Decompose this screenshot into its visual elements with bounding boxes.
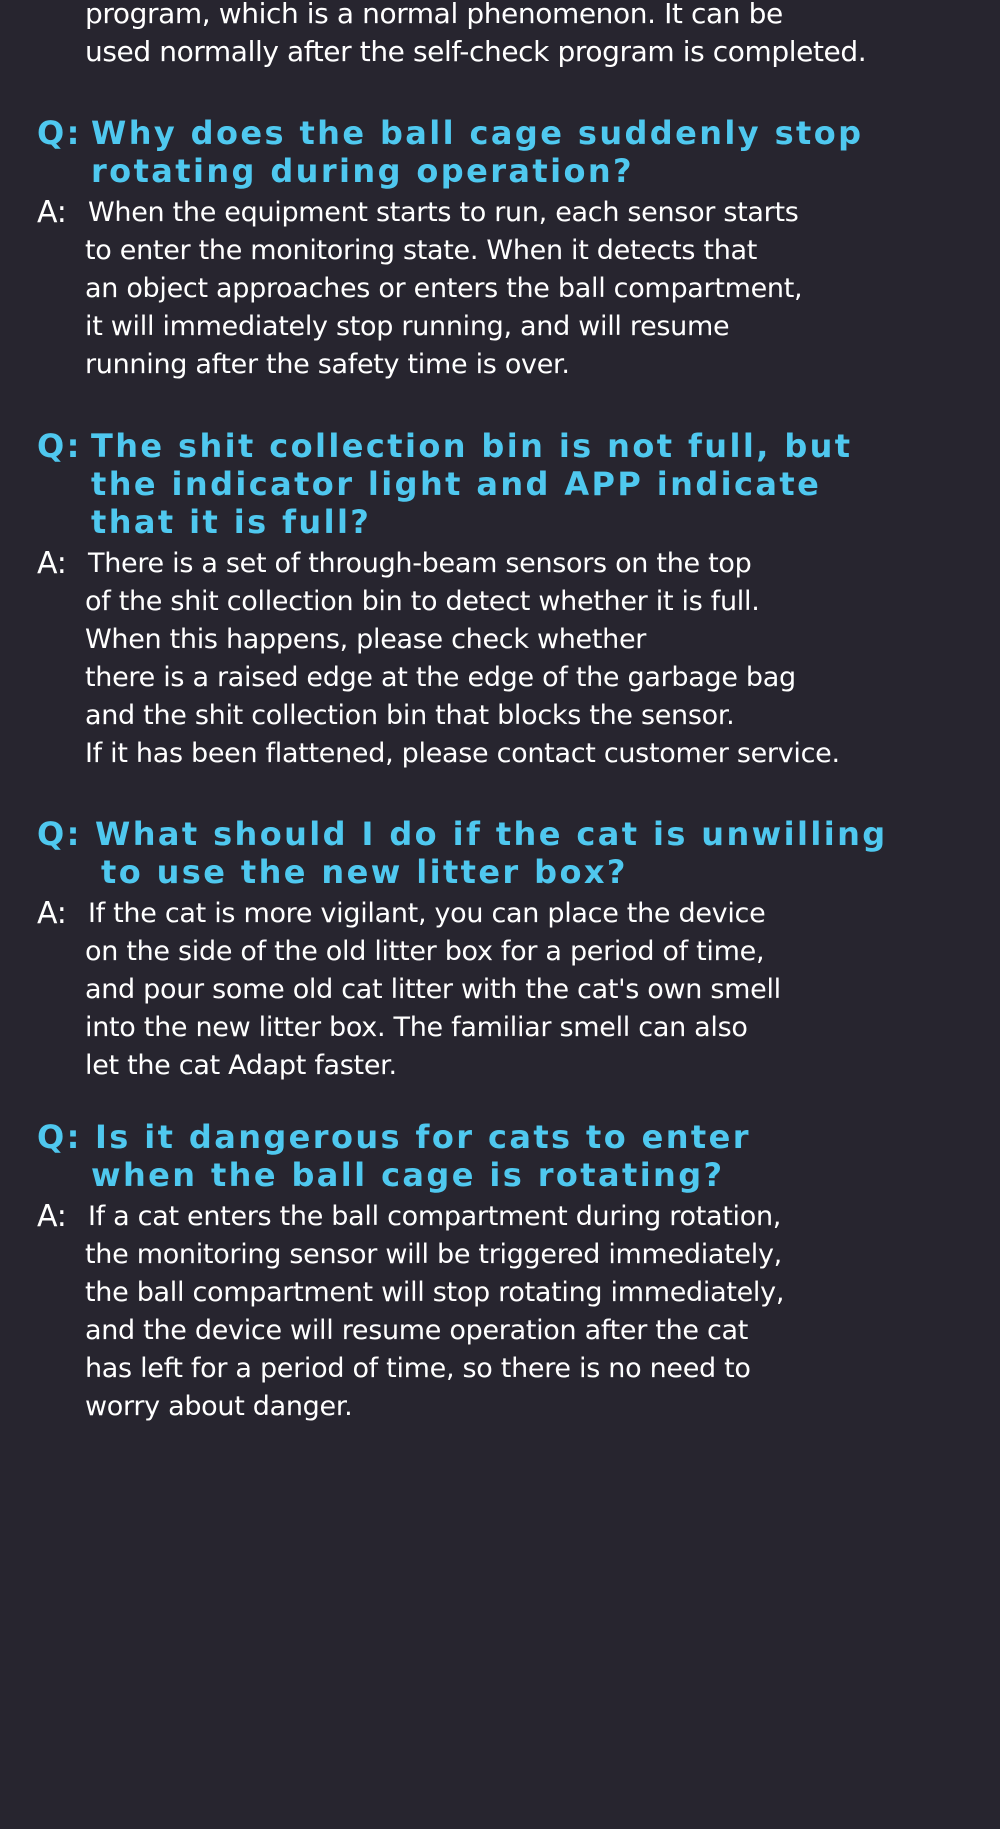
question-label: Q: (37, 114, 82, 152)
answer-label: A: (37, 195, 67, 230)
answer-line: the monitoring sensor will be triggered immediately, (85, 1239, 782, 1270)
faq-question (0, 114, 1000, 190)
answer-line: to enter the monitoring state. When it detects that (85, 235, 758, 266)
answer-line: If a cat enters the ball compartment during rotation, (88, 1201, 782, 1232)
question-line: Is it dangerous for cats to enter (95, 1118, 751, 1156)
answer-label: A: (37, 546, 67, 581)
answer-line: When the equipment starts to run, each sensor starts (88, 197, 799, 228)
answer-line: the ball compartment will stop rotating immediately, (85, 1277, 785, 1308)
answer-line: there is a raised edge at the edge of the garbage bag (85, 662, 796, 693)
answer-label: A: (37, 896, 67, 931)
question-line: that it is full? (91, 503, 372, 541)
answer-line: running after the safety time is over. (85, 349, 570, 380)
faq-item-ball-cage-stop (0, 114, 1000, 384)
faq-answer (0, 545, 1000, 773)
intro-line: used normally after the self-check program is completed. (85, 35, 867, 68)
answer-line: it will immediately stop running, and will resume (85, 311, 730, 342)
question-label: Q: (37, 1118, 82, 1156)
answer-line: let the cat Adapt faster. (85, 1050, 397, 1081)
answer-line: and the shit collection bin that blocks the sensor. (85, 700, 735, 731)
answer-line: has left for a period of time, so there is no need to (85, 1353, 751, 1384)
intro-paragraph-continuation (85, 0, 866, 71)
question-line: the indicator light and APP indicate (91, 465, 822, 503)
faq-question (0, 815, 1000, 891)
answer-line: and the device will resume operation after the cat (85, 1315, 749, 1346)
faq-question (0, 427, 1000, 541)
faq-answer (0, 895, 1000, 1085)
answer-line: an object approaches or enters the ball compartment, (85, 273, 803, 304)
answer-line: If the cat is more vigilant, you can place the device (88, 898, 766, 929)
question-line: The shit collection bin is not full, but (91, 427, 853, 465)
intro-line: program, which is a normal phenomenon. It can be (85, 0, 783, 30)
faq-item-bin-full-indicator (0, 427, 1000, 773)
question-line: Why does the ball cage suddenly stop (91, 114, 864, 152)
faq-answer (0, 194, 1000, 384)
answer-line: on the side of the old litter box for a period of time, (85, 936, 765, 967)
answer-line: and pour some old cat litter with the cat's own smell (85, 974, 781, 1005)
question-line: rotating during operation? (91, 152, 634, 190)
faq-item-danger-rotating (0, 1118, 1000, 1426)
question-line: when the ball cage is rotating? (91, 1156, 725, 1194)
answer-line: When this happens, please check whether (85, 624, 647, 655)
question-line: to use the new litter box? (101, 853, 628, 891)
answer-line: into the new litter box. The familiar smell can also (85, 1012, 748, 1043)
question-label: Q: (37, 427, 82, 465)
faq-answer (0, 1198, 1000, 1426)
answer-line: If it has been flattened, please contact customer service. (85, 738, 840, 769)
faq-question (0, 1118, 1000, 1194)
answer-label: A: (37, 1199, 67, 1234)
answer-line: There is a set of through-beam sensors on the top (88, 548, 752, 579)
question-label: Q: (37, 815, 82, 853)
question-line: What should I do if the cat is unwilling (95, 815, 888, 853)
faq-item-cat-unwilling (0, 815, 1000, 1085)
answer-line: of the shit collection bin to detect whether it is full. (85, 586, 760, 617)
answer-line: worry about danger. (85, 1391, 353, 1422)
